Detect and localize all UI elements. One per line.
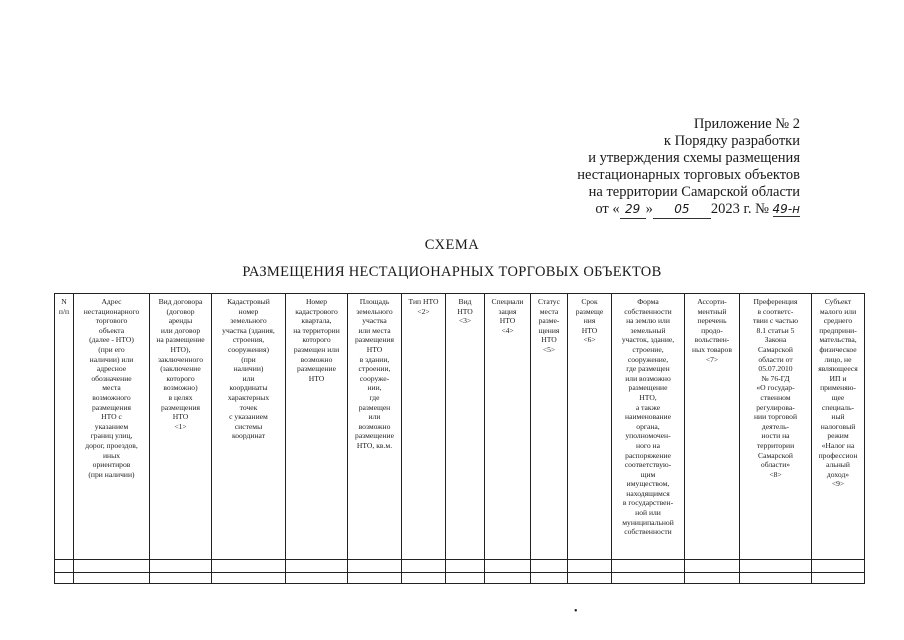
header-text: Тип НТО <2> [408,297,439,316]
table-cell [740,573,812,584]
header-text: Вид НТО <3> [457,297,473,326]
header-cell [531,294,568,560]
table-cell [685,560,740,573]
header-cell [446,294,485,560]
annex-line-1: Приложение № 2 [693,116,800,132]
schema-table [54,293,865,584]
table-cell [812,560,865,573]
header-text: Адрес нестационарного торгового объекта (далее - НТО) (при его наличии) или адресное обозначение места возможного размещения НТО с указанием границ улиц, дорог, проездов, иных ориентиров (при наличии) [83,297,140,479]
table-cell [685,573,740,584]
date-mid: » [645,201,653,217]
header-cell [150,294,212,560]
table-cell [286,560,348,573]
header-text: Срок размеще ния НТО <6> [575,297,604,345]
header-text: Форма собственности на землю или земельный участок, здание, строение, сооружение, где размещен или возможно размещение НТО, а также наименование органа, уполномочен- ного на распоряжение соответствую- щим имуществом, находящимся в государствен- ной или муниципальной собственности [621,297,675,537]
table-cell [446,573,485,584]
date-month: 05 [653,201,711,219]
header-cell [55,294,74,560]
table-cell [568,560,612,573]
date-suffix: 2023 г. № [710,201,769,217]
table-row [55,560,865,573]
table-cell [348,560,402,573]
header-cell [740,294,812,560]
table-cell [150,573,212,584]
table-cell [531,573,568,584]
header-cell [568,294,612,560]
header-text: Номер кадастрового квартала, на территории которого размещен или возможно размещение НТО [293,297,340,383]
header-cell [485,294,531,560]
annex-line-3: и утверждения схемы размещения [588,150,800,166]
header-text: Кадастровый номер земельного участка (здания, строения, сооружения) (при наличии) или координаты характерных точек с указанием системы координат [222,297,275,441]
date-prefix: от « [595,201,620,217]
table-cell [55,560,74,573]
table-cell [446,560,485,573]
annex-line-5: на территории Самарской области [588,184,800,200]
header-cell [685,294,740,560]
table-cell [212,573,286,584]
document-title: СХЕМА [424,237,480,253]
table-cell [212,560,286,573]
order-number: 49-н [772,202,800,216]
header-text: Субъект малого или среднего предприни- мательства, физическое лицо, не являющееся ИП и применяю- щее специаль- ный налоговый режим «Налог на профессион альный доход» <9> [818,297,858,489]
header-cell [612,294,685,560]
header-cell [212,294,286,560]
header-cell [402,294,446,560]
table-cell [812,573,865,584]
header-text: Статус места разме- щения НТО <5> [538,297,560,354]
annex-date-line [520,201,800,219]
header-text: Ассорти- ментный перечень продо- вольствен- ных товаров <7> [692,297,732,364]
table-cell [150,560,212,573]
document-subtitle: РАЗМЕЩЕНИЯ НЕСТАЦИОНАРНЫХ ТОРГОВЫХ ОБЪЕКТОВ [242,264,662,280]
header-cell [348,294,402,560]
header-cell [812,294,865,560]
header-row [55,294,865,560]
table-row [55,573,865,584]
header-text: Вид договора (договор аренды или договор на размещение НТО), заключенного (заключение которого возможно) в целях размещения НТО <1> [156,297,205,431]
header-text: Преференция в соответс- твии с частью 8.1 статьи 5 Закона Самарской области от 05.07.2010 № 76-ГД «О государ- ственном регулирова- нии торговой деятель- ности на территории Самарской области» <8> [752,297,799,479]
table-cell [612,573,685,584]
table-cell [612,560,685,573]
date-day: 29 [620,201,646,219]
header-text: Специали зация НТО <4> [491,297,524,335]
annex-line-4: нестационарных торговых объектов [577,167,800,183]
table-cell [402,560,446,573]
table-cell [74,560,150,573]
table-cell [485,573,531,584]
table-cell [74,573,150,584]
scan-mark: • [574,606,578,617]
annex-line-2: к Порядку разработки [663,133,800,149]
table-cell [55,573,74,584]
table-cell [286,573,348,584]
header-cell [286,294,348,560]
table-cell [348,573,402,584]
annex-block [520,116,800,219]
header-text: N п/п [58,297,70,316]
table-cell [402,573,446,584]
header-cell [74,294,150,560]
table-cell [740,560,812,573]
table-cell [568,573,612,584]
table-cell [531,560,568,573]
header-text: Площадь земельного участка или места размещения НТО в здании, строении, сооруже- нии, где размещен или возможно размещение НТО, кв.м. [354,297,395,450]
table-cell [485,560,531,573]
